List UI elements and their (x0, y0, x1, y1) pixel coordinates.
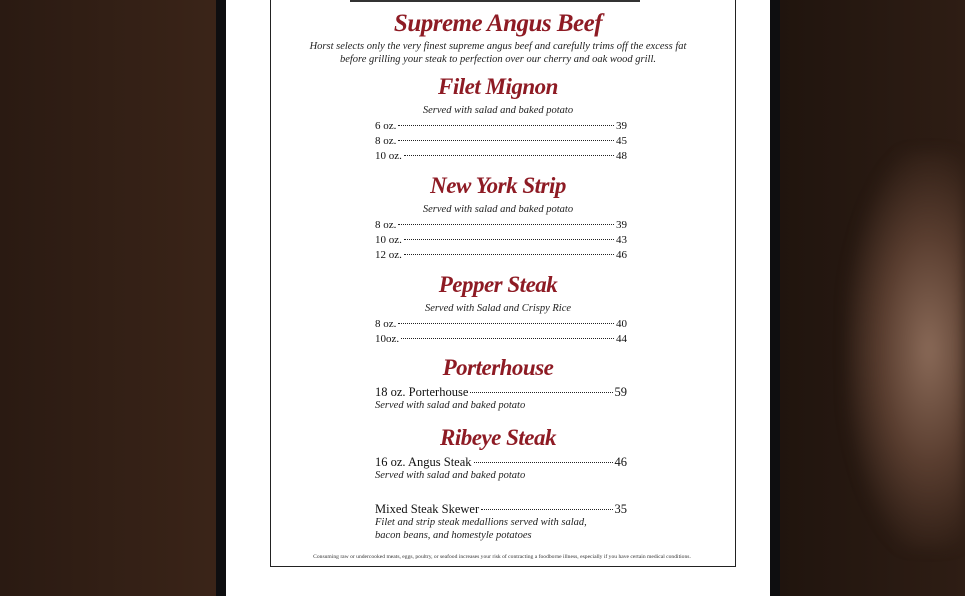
price-row (375, 333, 627, 347)
leader-dots (481, 509, 612, 510)
item-price: 48 (616, 150, 627, 162)
price-row (375, 135, 627, 149)
background-blur (845, 150, 965, 550)
item-price: 45 (616, 135, 627, 147)
item-name: 16 oz. Angus Steak (375, 455, 472, 469)
item-price: 44 (616, 333, 627, 345)
item-price: 46 (614, 455, 627, 469)
price-row (375, 150, 627, 164)
price-row (375, 249, 627, 263)
item-size: 8 oz. (375, 219, 397, 231)
section-title-pepper: Pepper Steak (438, 272, 558, 297)
price-row (375, 502, 627, 516)
item-size: 6 oz. (375, 120, 397, 132)
item-price: 59 (614, 385, 627, 399)
item-note: Served with salad and baked potato (375, 400, 526, 411)
item-price: 46 (616, 249, 627, 261)
item-name: 18 oz. Porterhouse (375, 385, 469, 399)
item-note: Served with salad and baked potato (375, 470, 526, 481)
item-size: 10 oz. (375, 150, 402, 162)
section-title-filet: Filet Mignon (438, 74, 558, 99)
frame-left-edge (216, 0, 226, 596)
price-row (375, 385, 627, 399)
item-price: 40 (616, 318, 627, 330)
item-price: 43 (616, 234, 627, 246)
menu-intro: Horst selects only the very finest supreme angus beef and carefully trims off the excess fat before grilling your steak to perfection over our cherry and oak wood grill. (309, 41, 687, 65)
price-row (375, 318, 627, 332)
price-row (375, 219, 627, 233)
section-subtitle-pepper: Served with Salad and Crispy Rice (424, 303, 572, 314)
price-row (375, 120, 627, 134)
leader-dots (404, 239, 614, 240)
leader-dots (398, 125, 614, 126)
section-subtitle-filet: Served with salad and baked potato (422, 105, 574, 116)
food-safety-disclaimer: Consuming raw or undercooked meats, eggs, poultry, or seafood increases your risk of contracting a foodborne illness, especially if you have certain medical conditions. (313, 554, 691, 560)
item-size: 10 oz. (375, 234, 402, 246)
frame-right-edge (770, 0, 780, 596)
section-title-ribeye: Ribeye Steak (440, 425, 556, 450)
leader-dots (398, 323, 614, 324)
item-note: bacon beans, and homestyle potatoes (375, 530, 532, 541)
section-subtitle-strip: Served with salad and baked potato (422, 204, 574, 215)
leader-dots (398, 140, 614, 141)
menu-page (226, 0, 770, 596)
leader-dots (401, 338, 614, 339)
leader-dots (398, 224, 614, 225)
item-price: 35 (614, 502, 627, 516)
leader-dots (404, 254, 614, 255)
item-size: 8 oz. (375, 318, 397, 330)
section-title-strip: New York Strip (430, 173, 566, 198)
item-size: 10oz. (375, 333, 400, 345)
price-row (375, 234, 627, 248)
leader-dots (470, 392, 612, 393)
item-name: Mixed Steak Skewer (375, 502, 480, 516)
item-price: 39 (616, 120, 627, 132)
item-size: 12 oz. (375, 249, 402, 261)
menu-title: Supreme Angus Beef (393, 10, 603, 37)
item-note: Filet and strip steak medallions served with salad, (375, 517, 587, 528)
price-row (375, 455, 627, 469)
item-size: 8 oz. (375, 135, 397, 147)
leader-dots (474, 462, 613, 463)
item-price: 39 (616, 219, 627, 231)
section-title-porterhouse: Porterhouse (442, 355, 554, 380)
leader-dots (404, 155, 614, 156)
